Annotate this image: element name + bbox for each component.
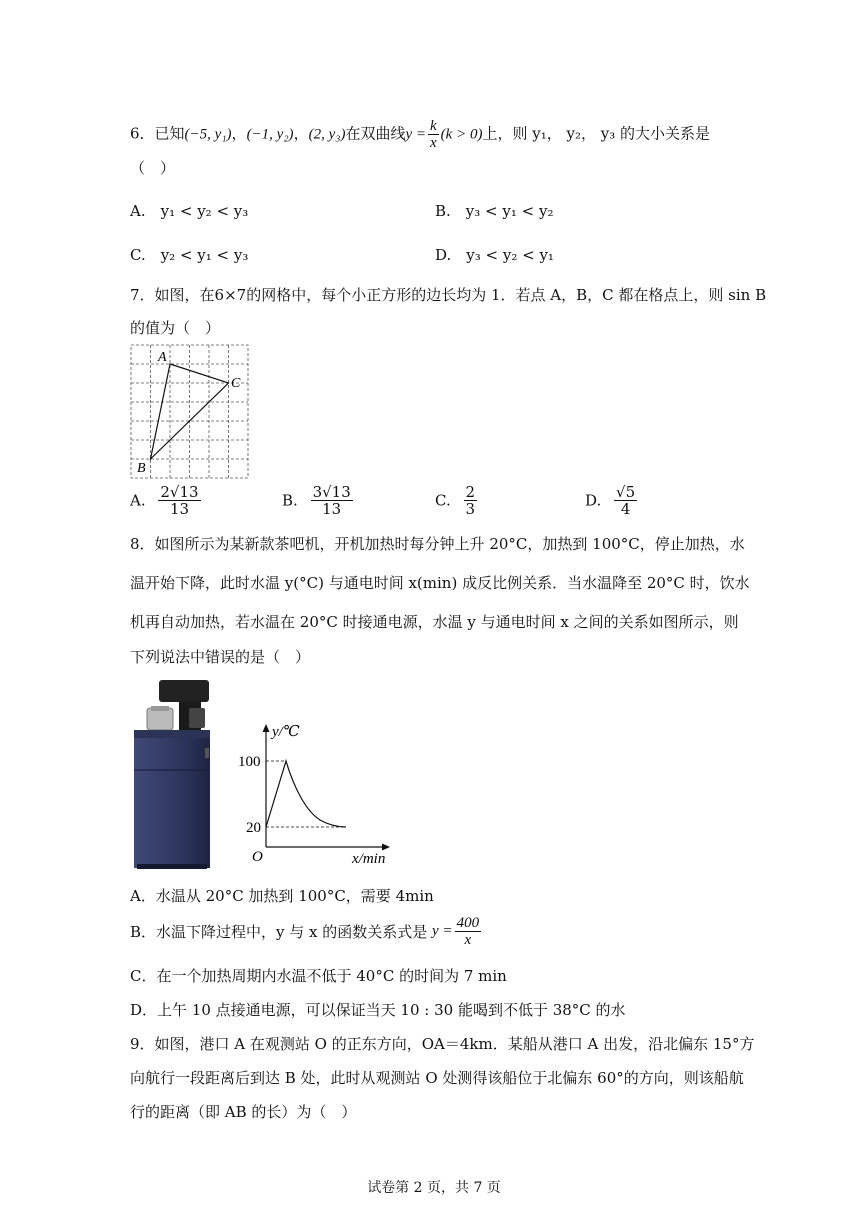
q6-point2: (−1, y₂) (246, 126, 294, 143)
q7-option-b-den: 13 (322, 500, 342, 518)
q6-option-d[interactable]: D. y₃ < y₂ < y₁ (435, 246, 554, 264)
q6-point3: (2, y₃) (308, 126, 346, 143)
q8-option-b-num: 400 (456, 915, 480, 931)
q8-graph-curve (266, 761, 346, 827)
q6-condition: (k > 0) (440, 126, 483, 143)
q9-line3: 行的距离（即 AB 的长）为（ ） (130, 1103, 357, 1121)
q6-fraction (428, 118, 439, 151)
q8-line2: 温开始下降，此时水温 y(°C) 与通电时间 x(min) 成反比例关系．当水温降至 20°C 时，饮水 (130, 574, 750, 592)
page-footer: 试卷第 2 页，共 7 页 (367, 1180, 501, 1196)
q8-line3: 机再自动加热，若水温在 20°C 时接通电源，水温 y 与通电时间 x 之间的关系如图所示，则 (130, 613, 739, 631)
q8-option-a[interactable]: A．水温从 20°C 加热到 100°C，需要 4min (130, 887, 434, 905)
q8-line4: 下列说法中错误的是（ ） (130, 648, 311, 666)
q7-label-b: B (137, 461, 146, 476)
q8-option-b-eq: y = (432, 923, 453, 939)
q8-graph-y100: 100 (238, 754, 261, 770)
q8-option-b-text: B．水温下降过程中，y 与 x 的函数关系式是 (130, 923, 428, 941)
q8-line1: 8．如图所示为某新款茶吧机，开机加热时每分钟上升 20°C，加热到 100°C，停止加热，水 (130, 535, 745, 553)
q8-graph-ylabel: y/℃ (272, 724, 300, 740)
q7-option-d-num: √5 (616, 483, 636, 501)
q7-label-a: A (158, 350, 167, 365)
q8-graph-axes (263, 724, 391, 851)
q7-option-c-num: 2 (465, 483, 476, 501)
q7-grid-lines (131, 345, 248, 478)
q7-line2: 的值为（ ） (130, 319, 221, 337)
q8-option-b-frac (455, 915, 482, 948)
q6-prefix: 6．已知 (130, 124, 185, 143)
q7-option-c[interactable] (435, 484, 479, 517)
q6-option-b[interactable]: B. y₃ < y₁ < y₂ (435, 202, 554, 220)
q9-line1: 9．如图，港口 A 在观测站 O 的正东方向，OA＝4km．某船从港口 A 出发，沿北偏东 15°方 (130, 1035, 755, 1053)
q8-graph-origin: O (252, 849, 263, 865)
q6-frac-num: k (430, 118, 437, 134)
q7-option-d-frac (614, 484, 637, 517)
q7-grid-figure (125, 340, 255, 485)
q7-option-c-frac (464, 484, 478, 517)
q7-option-b[interactable] (282, 484, 355, 517)
q8-graph-y20: 20 (246, 820, 261, 836)
q7-option-a-frac (158, 484, 200, 517)
q8-option-c[interactable]: C．在一个加热周期内水温不低于 40°C 的时间为 7 min (130, 967, 507, 985)
q8-graph-xlabel: x/min (352, 851, 386, 866)
q7-option-b-letter: B. (282, 491, 298, 510)
q6-point1: (−5, y₁) (184, 126, 232, 143)
q7-option-b-frac (311, 484, 353, 517)
q6-suffix: 上，则 y₁， y₂， y₃ 的大小关系是 (482, 124, 710, 143)
q7-label-c: C (231, 376, 241, 391)
q9-line2: 向航行一段距离后到达 B 处，此时从观测站 O 处测得该船位于北偏东 60°的方向，则该船航 (130, 1069, 744, 1087)
q6-frac-den: x (430, 135, 437, 151)
q7-option-a-num: 2√13 (160, 483, 199, 501)
q7-option-a[interactable] (130, 484, 203, 517)
q8-option-b[interactable] (130, 915, 483, 948)
q8-graph-guides (266, 761, 346, 827)
q8-option-d[interactable]: D．上午 10 点接通电源，可以保证当天 10 : 30 能喝到不低于 38°C 的水 (130, 1001, 626, 1019)
q6-option-c[interactable]: C. y₂ < y₁ < y₃ (130, 246, 249, 264)
q6-eq-left: y = (405, 126, 426, 143)
q7-option-a-letter: A. (130, 491, 146, 510)
q7-option-d-letter: D. (585, 491, 602, 510)
q7-option-d[interactable] (585, 484, 639, 517)
q7-option-b-num: 3√13 (312, 483, 351, 501)
q6-option-a[interactable]: A. y₁ < y₂ < y₃ (130, 202, 249, 220)
q7-option-c-den: 3 (465, 500, 476, 518)
q6-line1: 6．已知(−5, y₁)，(−1, y₂)，(2, y₃)在双曲线y = $\frac{k}{x}$ (k > 0)上，则 y₁， y₂， y₃ 的大小关系是 (130, 118, 710, 151)
tea-machine-image (131, 678, 215, 870)
q6-mid: 在双曲线 (345, 124, 406, 143)
q6-paren: （ ） (130, 159, 176, 177)
q7-option-c-letter: C. (435, 491, 451, 510)
q7-option-a-den: 13 (169, 500, 190, 518)
q8-option-b-den: x (464, 932, 472, 948)
q7-option-d-den: 4 (620, 500, 631, 518)
q8-graph (236, 716, 396, 866)
q7-line1: 7．如图，在6×7的网格中，每个小正方形的边长均为 1．若点 A，B，C 都在格点上，则 sin B (130, 286, 767, 304)
